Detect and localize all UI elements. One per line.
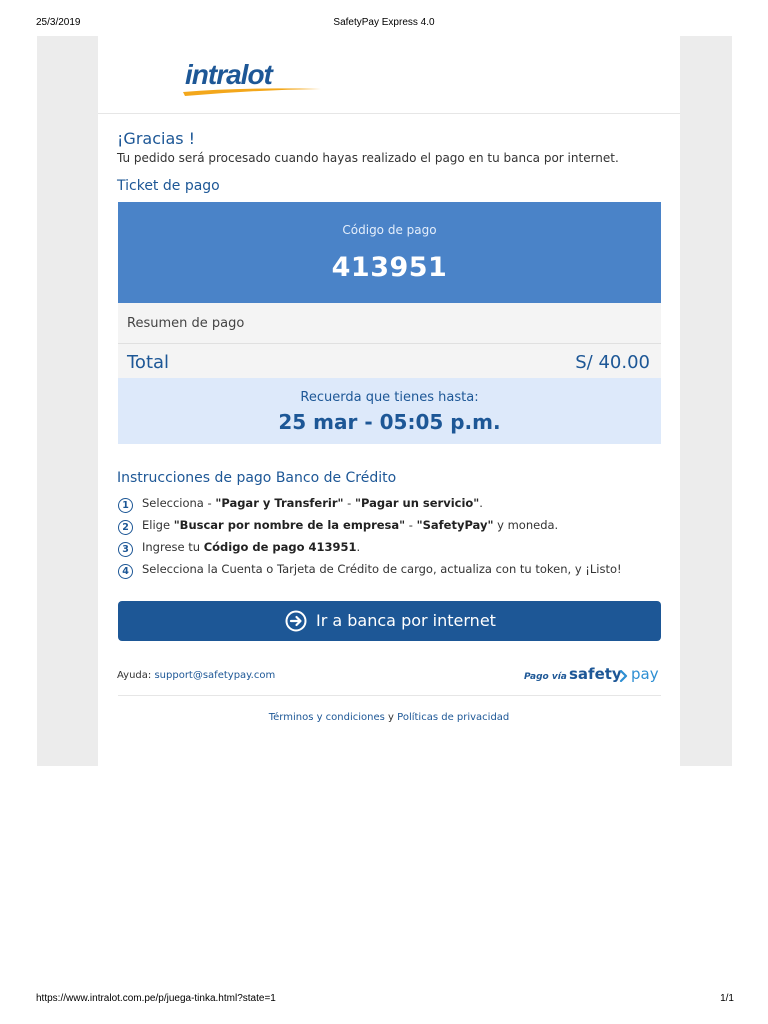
print-date: 25/3/2019: [36, 17, 81, 28]
safetypay-brand: [524, 664, 664, 688]
step-number-icon: 4: [118, 564, 133, 579]
legal-links: [98, 712, 680, 723]
deadline-label: Recuerda que tienes hasta:: [300, 390, 479, 405]
footer-divider: [118, 695, 661, 696]
deadline-box: [118, 378, 661, 444]
print-url: https://www.intralot.com.pe/p/juega-tinka.html?state=1: [36, 993, 276, 1004]
payment-code-value: 413951: [331, 252, 448, 283]
total-row: [118, 344, 661, 378]
instructions-title: Instrucciones de pago Banco de Crédito: [117, 470, 397, 486]
privacy-link[interactable]: Políticas de privacidad: [397, 712, 510, 723]
total-label: Total: [127, 352, 170, 373]
instructions-list: [117, 495, 677, 583]
safetypay-wordmark-pay: pay: [631, 665, 659, 683]
total-amount: S/ 40.00: [575, 352, 650, 373]
instruction-step: [117, 539, 677, 561]
step-text: Ingrese tu Código de pago 413951.: [142, 540, 361, 554]
go-to-online-banking-button[interactable]: [118, 601, 661, 641]
receipt-card: [98, 36, 680, 766]
support-email-link[interactable]: support@safetypay.com: [154, 670, 276, 681]
ticket-title: Ticket de pago: [117, 178, 220, 194]
step-text: Selecciona la Cuenta o Tarjeta de Crédito de cargo, actualiza con tu token, y ¡Listo!: [142, 562, 622, 576]
payment-summary-row: [118, 303, 661, 344]
logo-header: [98, 36, 680, 114]
instruction-step: [117, 517, 677, 539]
terms-link[interactable]: Términos y condiciones: [268, 712, 385, 723]
print-page-count: 1/1: [720, 993, 734, 1004]
help-line: [117, 670, 275, 681]
step-number-icon: 1: [118, 498, 133, 513]
deadline-value: 25 mar - 05:05 p.m.: [278, 410, 501, 434]
payment-code-label: Código de pago: [342, 223, 437, 237]
page-gutter-left: [37, 36, 98, 766]
safetypay-logo-icon: [619, 670, 629, 682]
go-to-online-banking-label: Ir a banca por internet: [316, 611, 496, 630]
step-text: Elige "Buscar por nombre de la empresa" - "SafetyPay" y moneda.: [142, 518, 559, 532]
payment-summary-label: Resumen de pago: [127, 316, 245, 331]
payment-code-box: [118, 202, 661, 303]
logo-wordmark: intralot: [185, 59, 272, 90]
arrow-circle-right-icon: [285, 610, 307, 632]
instruction-step: [117, 561, 677, 583]
instruction-step: [117, 495, 677, 517]
pago-via-label: Pago vía: [524, 672, 567, 682]
intralot-logo: [183, 56, 323, 98]
safetypay-wordmark-safety: safety: [569, 665, 622, 683]
print-title: SafetyPay Express 4.0: [333, 17, 435, 28]
page-gutter-right: [680, 36, 732, 766]
legal-and: y: [388, 712, 394, 723]
help-label: Ayuda:: [117, 670, 152, 681]
thanks-title: ¡Gracias !: [117, 129, 196, 148]
step-number-icon: 2: [118, 520, 133, 535]
step-text: Selecciona - "Pagar y Transferir" - "Pagar un servicio".: [142, 496, 483, 510]
step-number-icon: 3: [118, 542, 133, 557]
thanks-subtitle: Tu pedido será procesado cuando hayas realizado el pago en tu banca por internet.: [117, 151, 619, 165]
